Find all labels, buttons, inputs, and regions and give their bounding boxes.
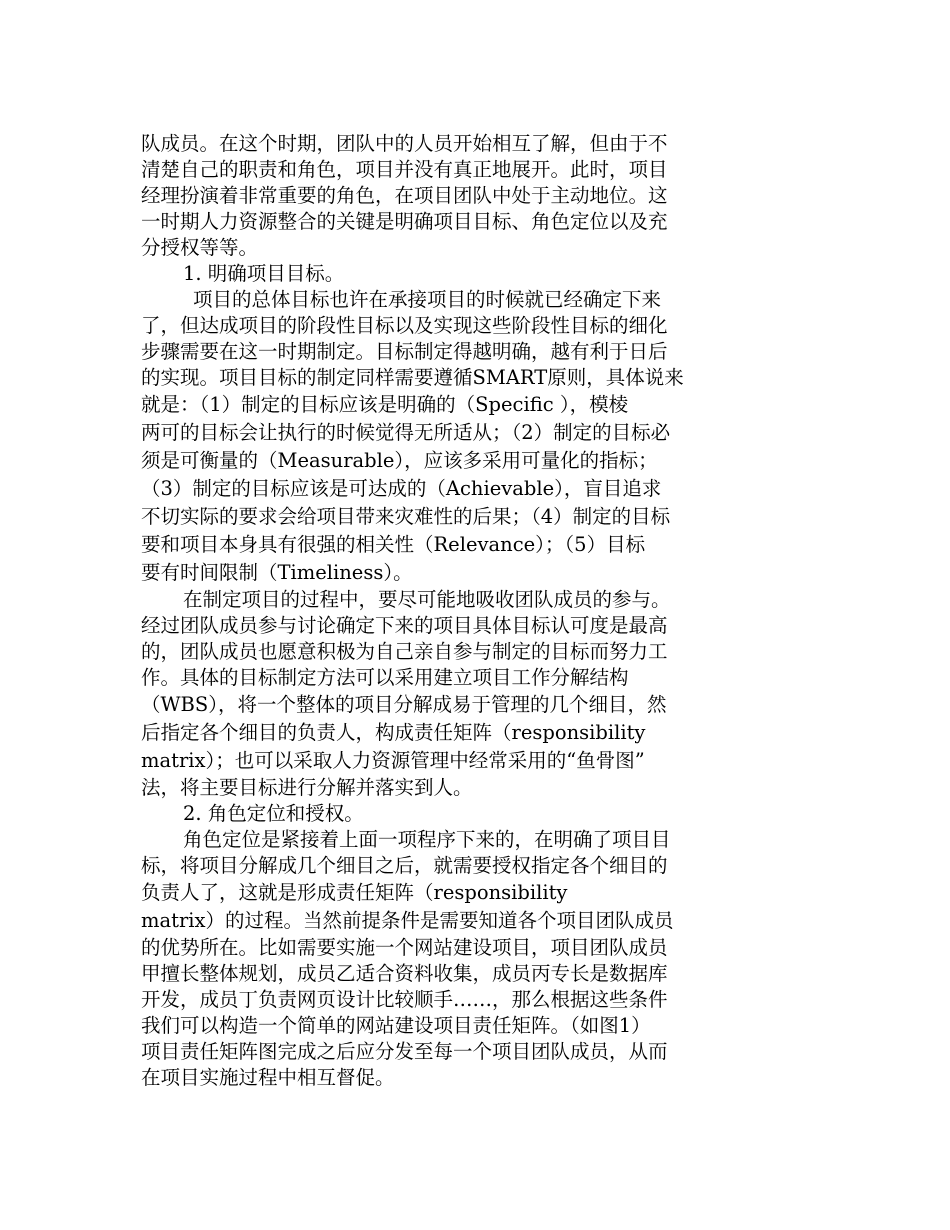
text-line: 负责人了，这就是形成责任矩阵（responsibility	[141, 881, 568, 904]
text-line: 我们可以构造一个简单的网站建设项目责任矩阵。（如图1）	[141, 1014, 651, 1037]
text-line: 一时期人力资源整合的关键是明确项目目标、角色定位以及充	[141, 210, 668, 233]
paragraph-wbs	[141, 587, 753, 801]
text-line: 的实现。项目目标的制定同样需要遵循SMART原则，具体说来	[141, 366, 684, 389]
paragraph-roles	[141, 827, 753, 1091]
text-line: 了，但达成项目的阶段性目标以及实现这些阶段性目标的细化	[141, 314, 668, 337]
text-line: 步骤需要在这一时期制定。目标制定得越明确，越有利于日后	[141, 340, 668, 363]
document-page	[141, 131, 753, 1091]
text-line: 甲擅长整体规划，成员乙适合资料收集，成员丙专长是数据库	[141, 962, 668, 985]
text-line: 经理扮演着非常重要的角色，在项目团队中处于主动地位。这	[141, 184, 668, 207]
text-line: 的，团队成员也愿意积极为自己亲自参与制定的目标而努力工	[141, 640, 668, 663]
paragraph-intro	[141, 131, 753, 261]
text-line: 要和项目本身具有很强的相关性（Relevance）；（5）目标	[141, 533, 646, 556]
section-heading: 1. 明确项目目标。	[183, 262, 345, 285]
text-line: 经过团队成员参与讨论确定下来的项目具体目标认可度是最高	[141, 614, 668, 637]
text-line: 不切实际的要求会给项目带来灾难性的后果；（4）制定的目标	[141, 505, 671, 528]
text-line: 后指定各个细目的负责人，构成责任矩阵（responsibility	[141, 721, 646, 744]
text-line: matrix）的过程。当然前提条件是需要知道各个项目团队成员	[141, 909, 674, 932]
text-line: 分授权等等。	[141, 236, 259, 259]
text-line: 标，将项目分解成几个细目之后，就需要授权指定各个细目的	[141, 854, 668, 877]
text-line: 两可的目标会让执行的时候觉得无所适从；（2）制定的目标必	[141, 421, 671, 444]
text-line: 队成员。在这个时期，团队中的人员开始相互了解，但由于不	[141, 132, 668, 155]
text-line: 须是可衡量的（Measurable），应该多采用可量化的指标；	[141, 449, 658, 472]
text-line: 在项目实施过程中相互督促。	[141, 1066, 395, 1089]
heading-clarify-goals	[141, 261, 753, 287]
text-line: 就是：（1）制定的目标应该是明确的（Specific ），模棱	[141, 393, 629, 416]
text-line: 清楚自己的职责和角色，项目并没有真正地展开。此时，项目	[141, 158, 668, 181]
text-line: 开发，成员丁负责网页设计比较顺手……，那么根据这些条件	[141, 988, 668, 1011]
text-line: 项目责任矩阵图完成之后应分发至每一个项目团队成员，从而	[141, 1040, 668, 1063]
text-line: 法，将主要目标进行分解并落实到人。	[141, 776, 473, 799]
text-line: （WBS），将一个整体的项目分解成易于管理的几个细目，然	[141, 693, 667, 716]
text-line: 角色定位是紧接着上面一项程序下来的，在明确了项目目	[183, 828, 671, 851]
text-line: 项目的总体目标也许在承接项目的时候就已经确定下来	[193, 288, 662, 311]
text-line: 作。具体的目标制定方法可以采用建立项目工作分解结构	[141, 666, 629, 689]
text-line: 要有时间限制（Timeliness）。	[141, 561, 413, 584]
section-heading: 2. 角色定位和授权。	[183, 802, 364, 825]
text-line: matrix）；也可以采取人力资源管理中经常采用的“鱼骨图”	[141, 749, 645, 772]
paragraph-goals	[141, 287, 753, 587]
heading-role-definition	[141, 801, 753, 827]
text-line: 的优势所在。比如需要实施一个网站建设项目，项目团队成员	[141, 936, 668, 959]
text-line: （3）制定的目标应该是可达成的（Achievable），盲目追求	[141, 477, 662, 500]
text-line: 在制定项目的过程中，要尽可能地吸收团队成员的参与。	[183, 588, 671, 611]
